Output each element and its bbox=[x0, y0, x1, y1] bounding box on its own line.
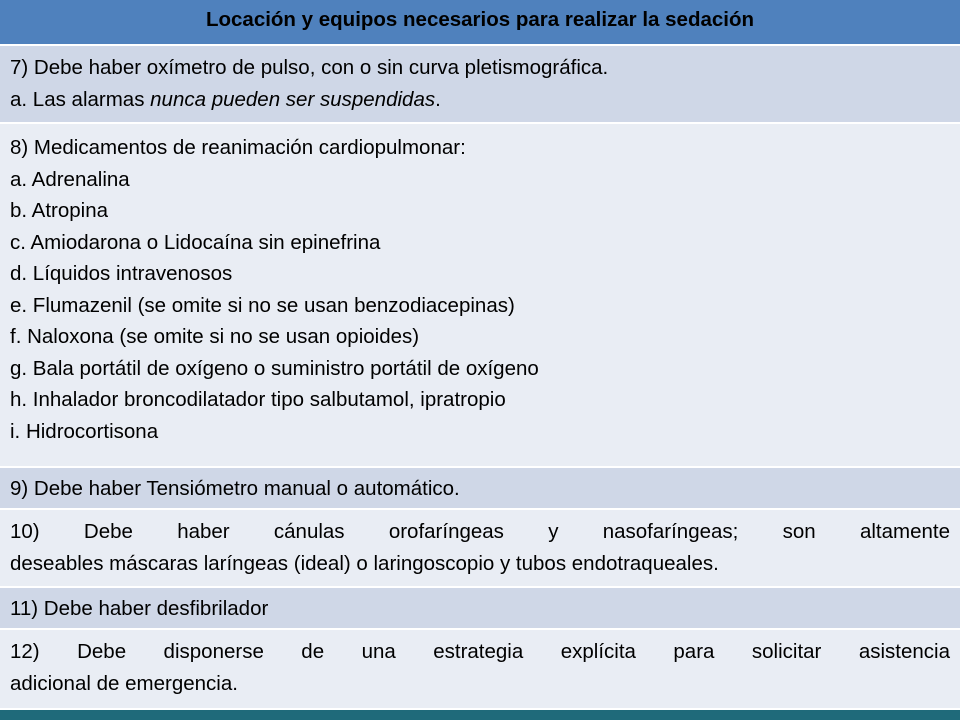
table-row-11 bbox=[0, 588, 960, 630]
table-row-8 bbox=[0, 124, 960, 468]
row-8-line-9: h. Inhalador broncodilatador tipo salbutamol, ipratropio bbox=[10, 388, 506, 411]
row-11-line-1: 11) Debe haber desfibrilador bbox=[10, 597, 269, 620]
row-8-line-10: i. Hidrocortisona bbox=[10, 419, 159, 443]
row-9-line-1: 9) Debe haber Tensiómetro manual o automático. bbox=[10, 477, 460, 500]
row-12-line-2: adicional de emergencia. bbox=[10, 671, 238, 695]
table-row-7 bbox=[0, 46, 960, 124]
row-7-line-2 bbox=[10, 84, 950, 116]
row-7-line-1: 7) Debe haber oxímetro de pulso, con o sin curva pletismográfica. bbox=[10, 56, 609, 79]
row-12-line-1: 12) Debe disponerse de una estrategia explícita para solicitar asistencia bbox=[10, 640, 950, 663]
row-8-line-7: f. Naloxona (se omite si no se usan opioides) bbox=[10, 325, 420, 348]
row-8-line-8: g. Bala portátil de oxígeno o suministro portátil de oxígeno bbox=[10, 356, 539, 380]
row-8-line-3: b. Atropina bbox=[10, 199, 109, 222]
table-row-9 bbox=[0, 468, 960, 510]
table-title: Locación y equipos necesarios para realizar la sedación bbox=[0, 0, 960, 46]
slide-bottom-bar bbox=[0, 710, 960, 720]
row-10-line-2: deseables máscaras laríngeas (ideal) o laringoscopio y tubos endotraqueales. bbox=[10, 551, 719, 575]
row-7-line-2-suffix: . bbox=[435, 87, 441, 111]
row-7-line-2-prefix: a. Las alarmas bbox=[10, 87, 151, 111]
table-row-12 bbox=[0, 630, 960, 710]
row-8-line-2: a. Adrenalina bbox=[10, 167, 130, 191]
row-8-line-5: d. Líquidos intravenosos bbox=[10, 262, 233, 285]
row-8-line-4: c. Amiodarona o Lidocaína sin epinefrina bbox=[10, 230, 381, 254]
row-7-line-2-italic: nunca pueden ser suspendidas bbox=[150, 87, 436, 111]
row-8-line-1: 8) Medicamentos de reanimación cardiopulmonar: bbox=[10, 136, 466, 159]
table-row-10 bbox=[0, 510, 960, 588]
row-8-line-6: e. Flumazenil (se omite si no se usan benzodiacepinas) bbox=[10, 293, 515, 317]
row-10-line-1: 10) Debe haber cánulas orofaríngeas y nasofaríngeas; son altamente bbox=[10, 520, 950, 543]
